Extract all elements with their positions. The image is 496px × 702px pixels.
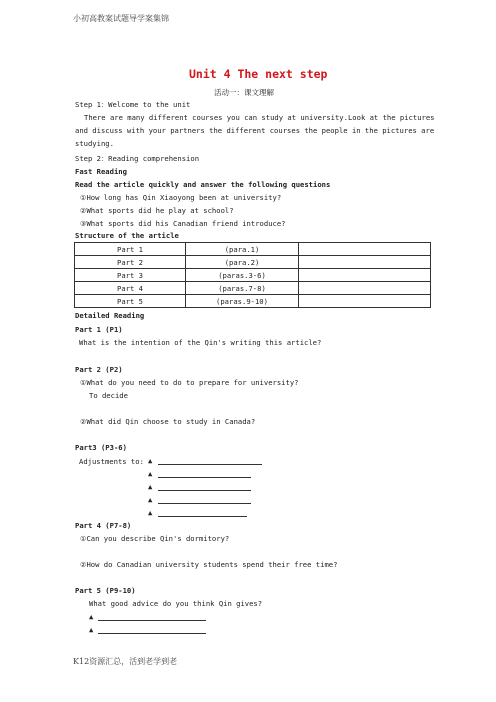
bullet-icon: ▲ <box>89 625 94 634</box>
part-cell: Part 1 <box>75 243 186 256</box>
part4-question-1: ①Can you describe Qin's dormitory? <box>80 534 230 543</box>
part2-question-2: ②What did Qin choose to study in Canada? <box>80 417 256 426</box>
table-row <box>75 256 431 269</box>
step1-line-3: studying. <box>75 139 114 148</box>
answer-blank[interactable] <box>158 490 251 491</box>
activity-subtitle: 活动一：课文理解 <box>214 88 274 97</box>
part2-label: Part 2 (P2) <box>75 365 123 374</box>
structure-heading: Structure of the article <box>75 231 179 240</box>
part-cell: Part 3 <box>75 269 186 282</box>
paragraph-cell: (para.1) <box>186 243 299 256</box>
answer-blank[interactable] <box>98 633 206 634</box>
answer-blank[interactable] <box>158 464 262 465</box>
answer-cell[interactable] <box>299 269 431 282</box>
part2-answer-prompt: To decide <box>89 391 128 400</box>
fast-question-3: ③What sports did his Canadian friend introduce? <box>80 219 286 228</box>
fast-reading-instruction: Read the article quickly and answer the following questions <box>75 180 331 189</box>
part2-question-1: ①What do you need to do to prepare for university? <box>80 378 299 387</box>
part1-label: Part 1 (P1) <box>75 325 123 334</box>
answer-cell[interactable] <box>299 256 431 269</box>
step1-line-2: and discuss with your partners the different courses the people in the pictures are <box>75 126 435 135</box>
bullet-icon: ▲ <box>148 456 153 465</box>
bullet-icon: ▲ <box>89 612 94 621</box>
part4-question-2: ②How do Canadian university students spend their free time? <box>80 560 338 569</box>
paragraph-cell: (para.2) <box>186 256 299 269</box>
part3-prompt: Adjustments to: <box>79 457 144 466</box>
table-row <box>75 269 431 282</box>
page-header: 小初高教案试题导学案集锦 <box>73 14 169 23</box>
bullet-icon: ▲ <box>148 469 153 478</box>
answer-blank[interactable] <box>158 477 251 478</box>
paragraph-cell: (paras.3-6) <box>186 269 299 282</box>
answer-blank[interactable] <box>98 620 206 621</box>
table-row <box>75 295 431 308</box>
paragraph-cell: (paras.7-8) <box>186 282 299 295</box>
detailed-reading-heading: Detailed Reading <box>75 311 145 320</box>
part-cell: Part 2 <box>75 256 186 269</box>
bullet-icon: ▲ <box>148 508 153 517</box>
part4-label: Part 4 (P7-8) <box>75 521 132 530</box>
step2-label: Step 2：Reading comprehension <box>75 154 200 163</box>
bullet-icon: ▲ <box>148 482 153 491</box>
structure-table <box>74 242 431 308</box>
answer-cell[interactable] <box>299 243 431 256</box>
table-row <box>75 282 431 295</box>
part3-label: Part3 (P3-6) <box>75 443 127 452</box>
answer-blank[interactable] <box>158 503 251 504</box>
part1-question: What is the intention of the Qin's writing this article? <box>79 338 322 347</box>
table-row <box>75 243 431 256</box>
bullet-icon: ▲ <box>148 495 153 504</box>
page-title: Unit 4 The next step <box>189 67 328 81</box>
part-cell: Part 4 <box>75 282 186 295</box>
answer-cell[interactable] <box>299 282 431 295</box>
part5-label: Part 5 (P9-10) <box>75 586 136 595</box>
fast-question-2: ②What sports did he play at school? <box>80 206 234 215</box>
answer-cell[interactable] <box>299 295 431 308</box>
answer-blank[interactable] <box>158 516 247 517</box>
fast-reading-heading: Fast Reading <box>75 167 127 176</box>
fast-question-1: ①How long has Qin Xiaoyong been at university? <box>80 193 282 202</box>
part5-question: What good advice do you think Qin gives? <box>89 599 263 608</box>
step1-label: Step 1：Welcome to the unit <box>75 100 191 109</box>
page-footer: K12资源汇总，活到老学到老 <box>73 657 178 666</box>
step1-line-1: There are many different courses you can study at university.Look at the pictures <box>84 113 435 122</box>
paragraph-cell: (paras.9-10) <box>186 295 299 308</box>
part-cell: Part 5 <box>75 295 186 308</box>
